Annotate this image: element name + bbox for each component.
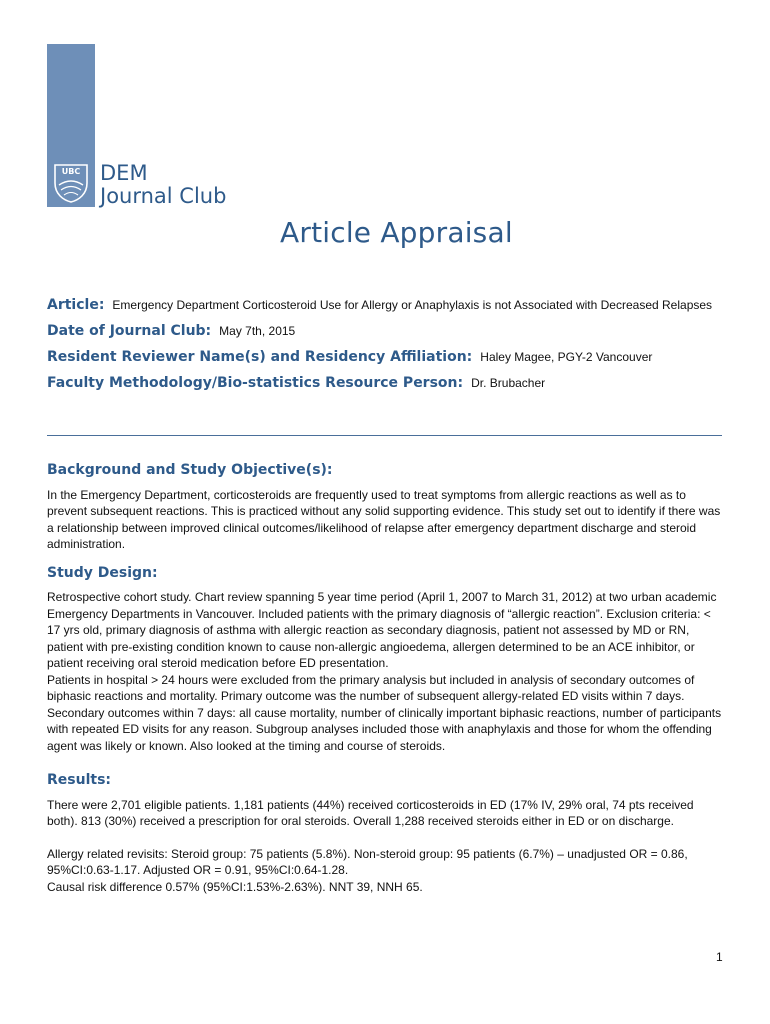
section-divider [47, 435, 722, 436]
design-heading: Study Design: [47, 564, 158, 581]
design-paragraph-1: Retrospective cohort study. Chart review spanning 5 year time period (April 1, 2007 to March 31, 2012) at two urban academic Emergency Departments in Vancouver. Included patients with the primary diagnosis of “allergic reaction”. Exclusion criteria: < 17 yrs old, primary diagnosis of asthma with allergic reaction as secondary diagnosis, patient not assessed by MD or RN, patient with pre-existing condition known to cause non-allergic angioedema, allergen determined to be an ACE inhibitor, or patient receiving oral steroid medication before ED presentation. [47, 590, 717, 670]
date-value: May 7th, 2015 [219, 324, 296, 338]
appraisal-body [47, 462, 723, 895]
logo-line-1: DEM [100, 161, 148, 185]
faculty-value: Dr. Brubacher [471, 376, 546, 390]
logo-line-2: Journal Club [100, 184, 227, 208]
faculty-label: Faculty Methodology/Bio-statistics Resource Person: [47, 375, 464, 391]
crest-badge-text: UBC [61, 167, 81, 176]
page-number: 1 [716, 950, 723, 964]
results-paragraph-2: Allergy related revisits: Steroid group: 75 patients (5.8%). Non-steroid group: 95 patients (6.7%) – unadjusted OR = 0.86, 95%CI:0.63-1.17. Adjusted OR = 0.91, 95%CI:0.64-1.28. [47, 846, 688, 877]
article-label: Article: [47, 297, 105, 313]
date-row [47, 323, 723, 339]
article-row [47, 297, 723, 313]
faculty-row [47, 375, 723, 391]
results-heading: Results: [47, 772, 111, 788]
article-value: Emergency Department Corticosteroid Use for Allergy or Anaphylaxis is not Associated with Decreased Relapses [112, 298, 713, 312]
reviewer-row [47, 349, 723, 365]
results-paragraph-3: Causal risk difference 0.57% (95%CI:1.53%-2.63%). NNT 39, NNH 65. [47, 879, 423, 894]
design-paragraph-2: Patients in hospital > 24 hours were excluded from the primary analysis but included in analysis of secondary outcomes of biphasic reactions and mortality. Primary outcome was the number of subsequent allergy-related ED visits within 7 days. Secondary outcomes within 7 days: all cause mortality, number of clinically important biphasic reactions, number of participants with repeated ED visits for any reason. Subgroup analyses included those with anaphylaxis and those for whom the offending agent was likely or known. Also looked at the timing and course of steroids. [47, 672, 722, 753]
date-label: Date of Journal Club: [47, 323, 212, 339]
article-meta [47, 297, 723, 401]
page-title: Article Appraisal [280, 216, 513, 249]
reviewer-label: Resident Reviewer Name(s) and Residency Affiliation: [47, 349, 473, 365]
background-text: In the Emergency Department, corticosteroids are frequently used to treat symptoms from allergic reactions as well as to prevent subsequent reactions. This is practiced without any solid supporting evidence. This study set out to identify if there was a relationship between improved clinical outcomes/likelihood of relapse after emergency department discharge and steroid administration. [47, 487, 721, 551]
background-heading: Background and Study Objective(s): [47, 462, 333, 478]
logo-text [100, 162, 226, 208]
ubc-crest-icon [53, 163, 89, 203]
reviewer-value: Haley Magee, PGY-2 Vancouver [480, 350, 653, 364]
results-paragraph-1: There were 2,701 eligible patients. 1,181 patients (44%) received corticosteroids in ED (17% IV, 29% oral, 74 pts received both). 813 (30%) received a prescription for oral steroids. Overall 1,288 received steroids either in ED or on discharge. [47, 797, 694, 828]
